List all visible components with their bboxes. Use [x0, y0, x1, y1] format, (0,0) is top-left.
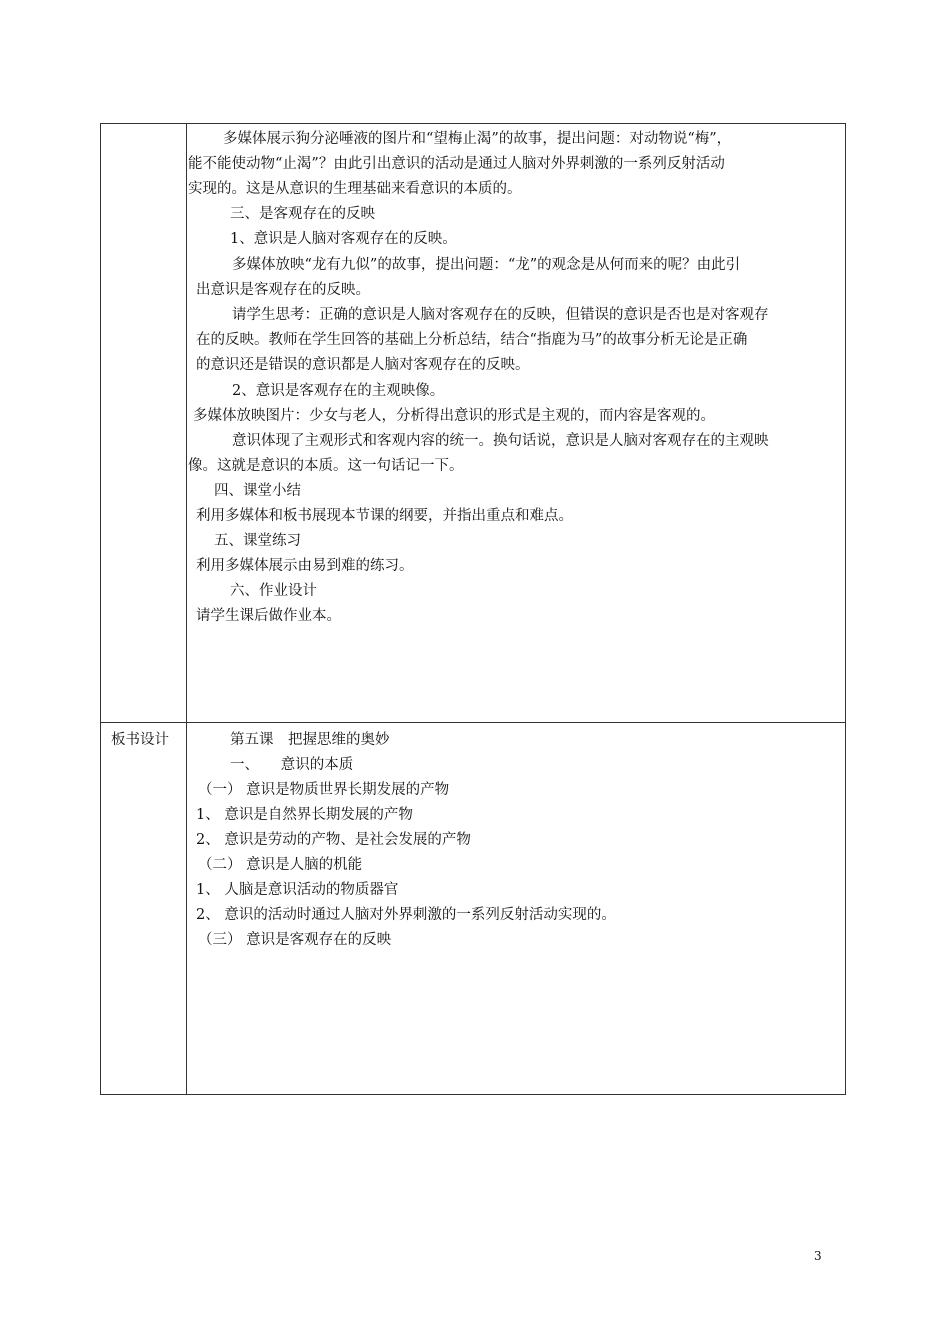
section-heading: 五、课堂练习	[214, 533, 301, 549]
board-design-label: 板书设计	[111, 732, 169, 748]
teaching-text-line: 多媒体放映“龙有九似”的故事，提出问题：“龙”的观念是从何而来的呢？由此引	[232, 257, 741, 273]
board-item: 2、 意识的活动时通过人脑对外界刺激的一系列反射活动实现的。	[196, 907, 616, 923]
row-divider	[101, 722, 845, 723]
teaching-text-line: 利用多媒体展示由易到难的练习。	[196, 558, 414, 574]
board-item: 2、 意识是劳动的产物、是社会发展的产物	[196, 832, 471, 848]
teaching-text-line: 像。这就是意识的本质。这一句话记一下。	[188, 458, 464, 474]
section-heading: 四、课堂小结	[214, 483, 301, 499]
teaching-text-line: 多媒体展示狗分泌唾液的图片和“望梅止渴”的故事，提出问题：对动物说“梅”，	[223, 131, 732, 147]
board-item: （一） 意识是物质世界长期发展的产物	[198, 782, 450, 798]
teaching-text-line: 1、意识是人脑对客观存在的反映。	[230, 231, 457, 247]
teaching-text-line: 的意识还是错误的意识都是人脑对客观存在的反映。	[196, 357, 530, 373]
section-heading: 六、作业设计	[230, 583, 317, 599]
teaching-text-line: 意识体现了主观形式和客观内容的统一。换句话说，意识是人脑对客观存在的主观映	[232, 433, 769, 449]
page-number: 3	[814, 1249, 822, 1263]
teaching-text-line: 多媒体放映图片：少女与老人，分析得出意识的形式是主观的，而内容是客观的。	[193, 408, 715, 424]
teaching-text-line: 利用多媒体和板书展现本节课的纲要，并指出重点和难点。	[196, 508, 573, 524]
teaching-text-line: 实现的。这是从意识的生理基础来看意识的本质的。	[188, 181, 522, 197]
board-item: 1、 人脑是意识活动的物质器官	[196, 882, 399, 898]
board-item: 1、 意识是自然界长期发展的产物	[196, 807, 413, 823]
board-item: （三） 意识是客观存在的反映	[198, 932, 392, 948]
teaching-text-line: 请学生课后做作业本。	[196, 608, 341, 624]
teaching-text-line: 在的反映。教师在学生回答的基础上分析总结，结合“指鹿为马”的故事分析无论是正确	[196, 332, 748, 348]
board-heading: 一、 意识的本质	[230, 757, 354, 773]
board-title: 第五课 把握思维的奥妙	[230, 732, 390, 748]
teaching-text-line: 2、意识是客观存在的主观映像。	[232, 383, 445, 399]
column-divider	[186, 124, 187, 1094]
teaching-text-line: 请学生思考：正确的意识是人脑对客观存在的反映，但错误的意识是否也是对客观存	[232, 307, 769, 323]
teaching-text-line: 出意识是客观存在的反映。	[196, 282, 370, 298]
teaching-text-line: 能不能使动物“止渴”？由此引出意识的活动是通过人脑对外界刺激的一系列反射活动	[188, 156, 725, 172]
board-item: （二） 意识是人脑的机能	[198, 857, 363, 873]
section-heading: 三、是客观存在的反映	[230, 206, 375, 222]
